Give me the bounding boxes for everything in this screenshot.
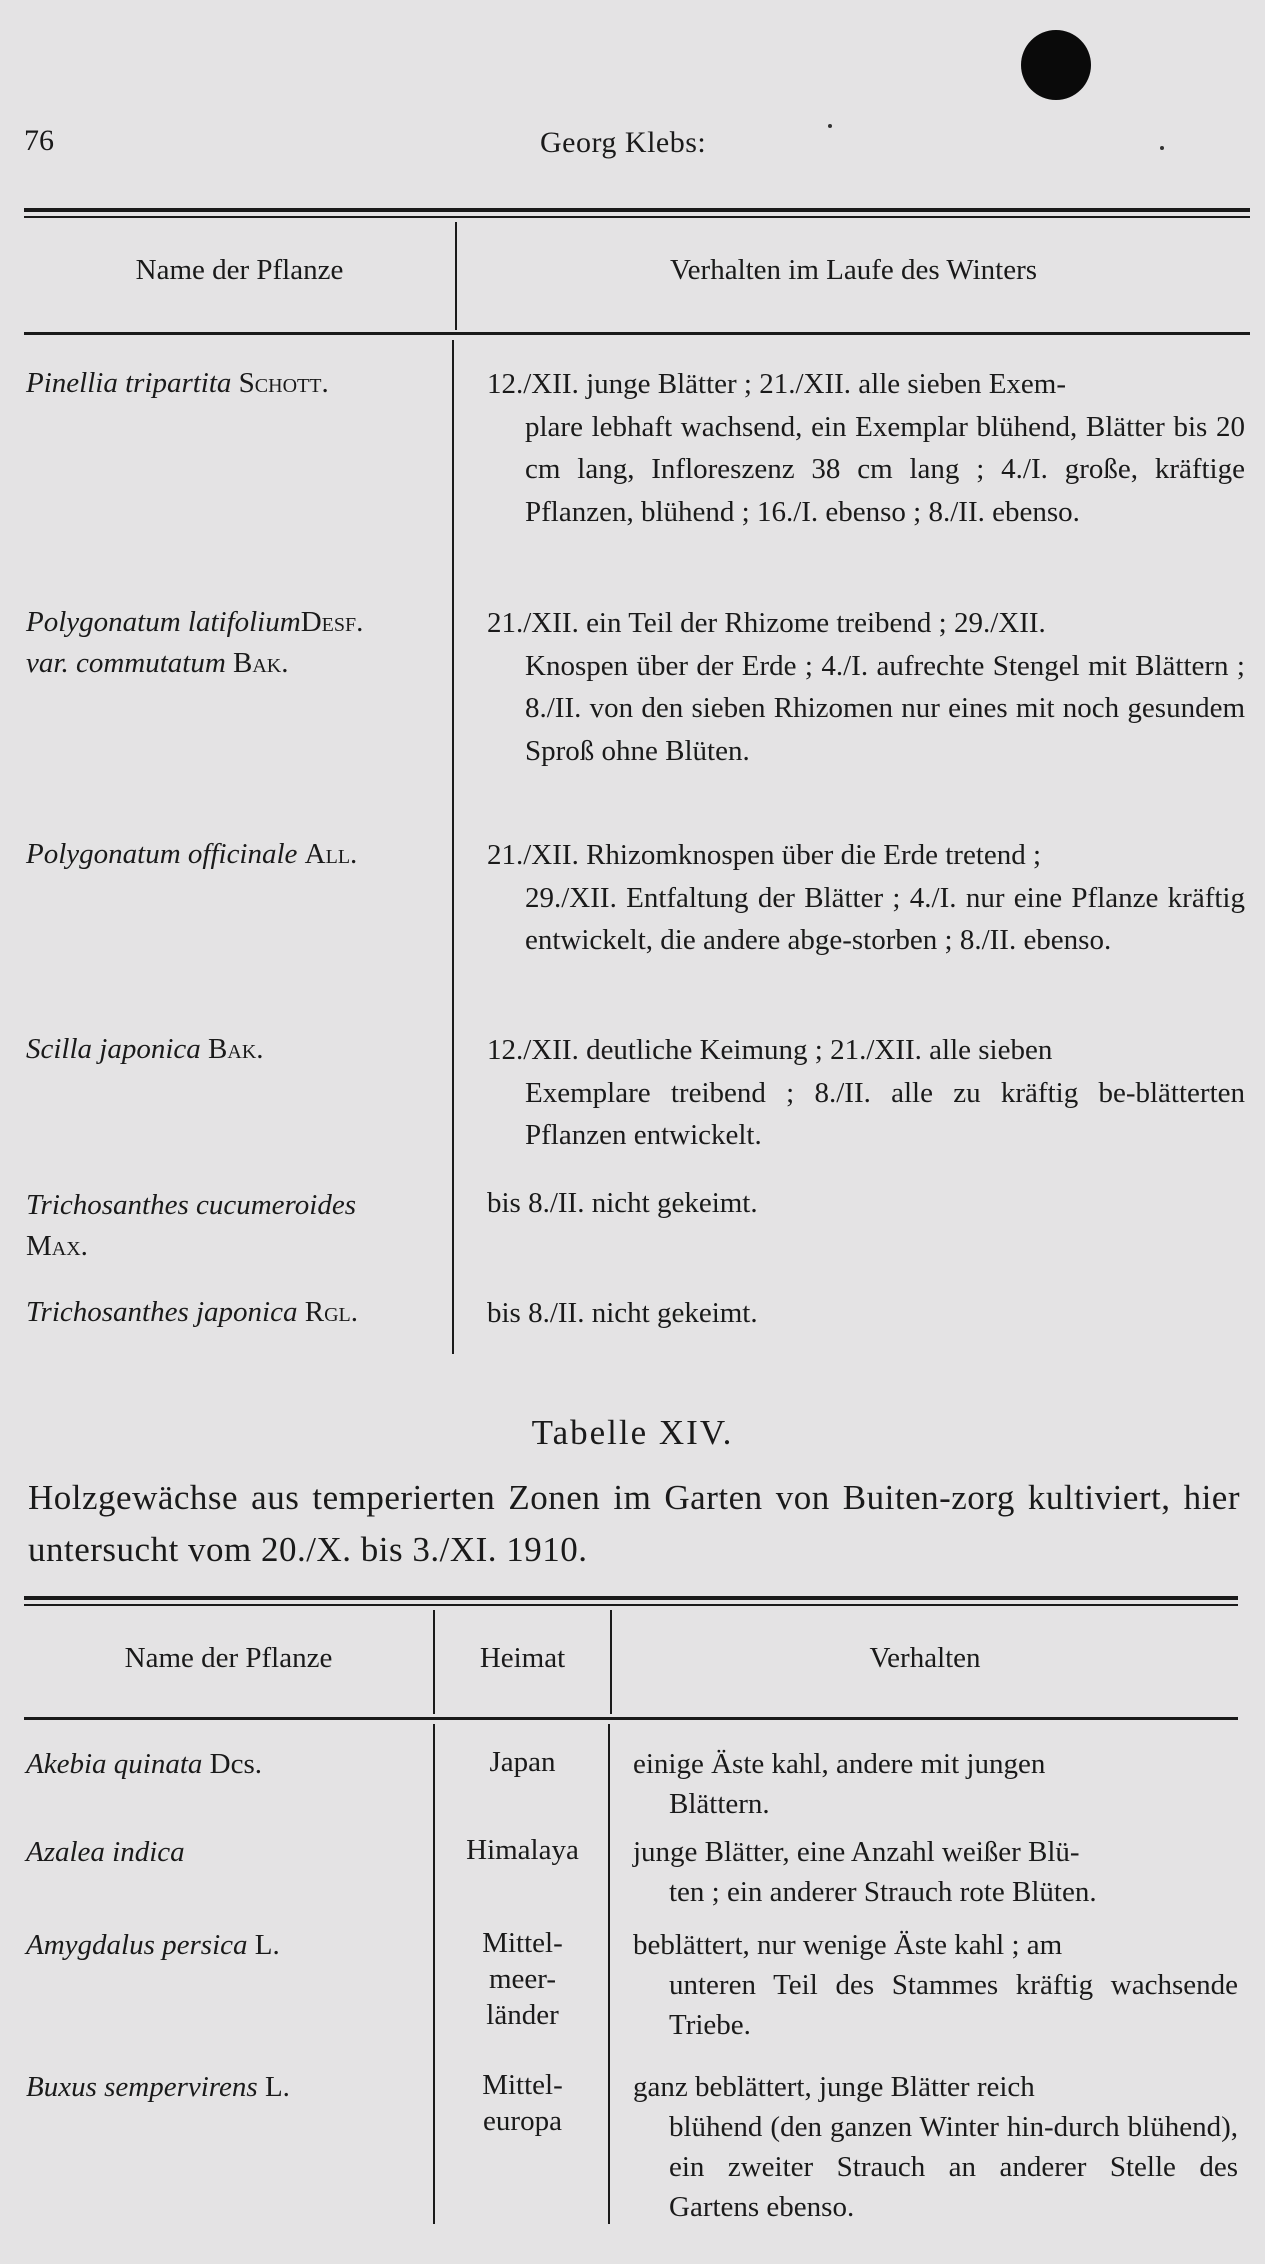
table2-row-heimat: Mittel- europa [482,2069,563,2137]
table1-top-rule [24,208,1250,212]
table2-row-description: ganz beblättert, junge Blätter reich blühend (den ganzen Winter hin-durch blühend), ein zweiter Strauch an anderer Stelle des Gartens ebenso. [633,2071,1238,2223]
table1-row-name: Trichosanthes japonica Rgl. [26,1296,358,1328]
table1-row-description: bis 8./II. nicht gekeimt. [487,1187,758,1219]
table2-row-description: einige Äste kahl, andere mit jungen Blättern. [633,1748,1046,1820]
table1-row-name: Polygonatum officinale All. [26,838,358,870]
table1-row-description: 21./XII. ein Teil der Rhizome treibend ; 29./XII. Knospen über der Erde ; 4./I. aufrechte Stengel mit Blättern ; 8./II. von den sieben Rhizomen nur eines mit noch gesundem Sproß ohne Blüten. [487,607,1245,767]
table1-row-description: bis 8./II. nicht gekeimt. [487,1297,758,1329]
running-head: Georg Klebs: [540,126,707,159]
ink-blot [1021,30,1091,100]
table-caption: Holzgewächse aus temperierten Zonen im Garten von Buiten-zorg kultiviert, hier untersucht vom 20./X. bis 3./XI. 1910. [28,1478,1240,1569]
table1-row-description: 12./XII. deutliche Keimung ; 21./XII. alle sieben Exemplare treibend ; 8./II. alle zu kräftig be-blätterten Pflanzen entwickelt. [487,1034,1245,1151]
table2-row-name: Azalea indica [26,1836,185,1868]
table-title: Tabelle XIV. [531,1413,734,1452]
table2-row-name: Akebia quinata Dcs. [26,1748,262,1780]
table2-top-rule-thin [24,1604,1238,1606]
table2-row-heimat: Himalaya [466,1834,579,1866]
speck [1160,146,1164,150]
table2-col-name-header: Name der Pflanze [124,1642,333,1674]
table1-row-description: 21./XII. Rhizomknospen über die Erde tretend ; 29./XII. Entfaltung der Blätter ; 4./I. nur eine Pflanze kräftig entwickelt, die andere abge-storben ; 8./II. ebenso. [487,839,1245,956]
table2-row-heimat: Mittel- meer- länder [482,1927,563,2031]
table2-row-description: junge Blätter, eine Anzahl weißer Blü- ten ; ein anderer Strauch rote Blüten. [633,1836,1097,1908]
table2-row-name: Buxus sempervirens L. [26,2071,290,2103]
table2-col-heimat-header: Heimat [479,1642,566,1674]
table1-col-behavior-header: Verhalten im Laufe des Winters [669,254,1038,286]
table2-row-description: beblättert, nur wenige Äste kahl ; am unteren Teil des Stammes kräftig wachsende Triebe. [633,1929,1238,2041]
page-number: 76 [24,124,54,157]
table1-row-name: Pinellia tripartita Schott. [26,367,329,399]
table1-row-name: Polygonatum latifoliumDesf. var. commutatum Bak. [26,606,364,679]
table1-top-rule-thin [24,216,1250,218]
speck [828,124,832,128]
table1-row-name: Scilla japonica Bak. [26,1033,264,1065]
table1-row-name: Trichosanthes cucumeroides Max. [26,1189,356,1262]
table2-row-name: Amygdalus persica L. [26,1929,280,1961]
table1-body-divider [452,340,454,1354]
table1-row-description: 12./XII. junge Blätter ; 21./XII. alle sieben Exem- plare lebhaft wachsend, ein Exemplar blühend, Blätter bis 20 cm lang, Infloreszenz 38 cm lang ; 4./I. große, kräftige Pflanzen, blühend ; 16./I. ebenso ; 8./II. ebenso. [487,368,1245,528]
table1-col-name-header: Name der Pflanze [135,254,344,286]
table1-header-rule [24,332,1250,335]
table2-header-rule [24,1717,1238,1720]
table2-top-rule [24,1596,1238,1600]
table2-row-heimat: Japan [489,1746,556,1778]
table2-col-behavior-header: Verhalten [869,1642,981,1674]
